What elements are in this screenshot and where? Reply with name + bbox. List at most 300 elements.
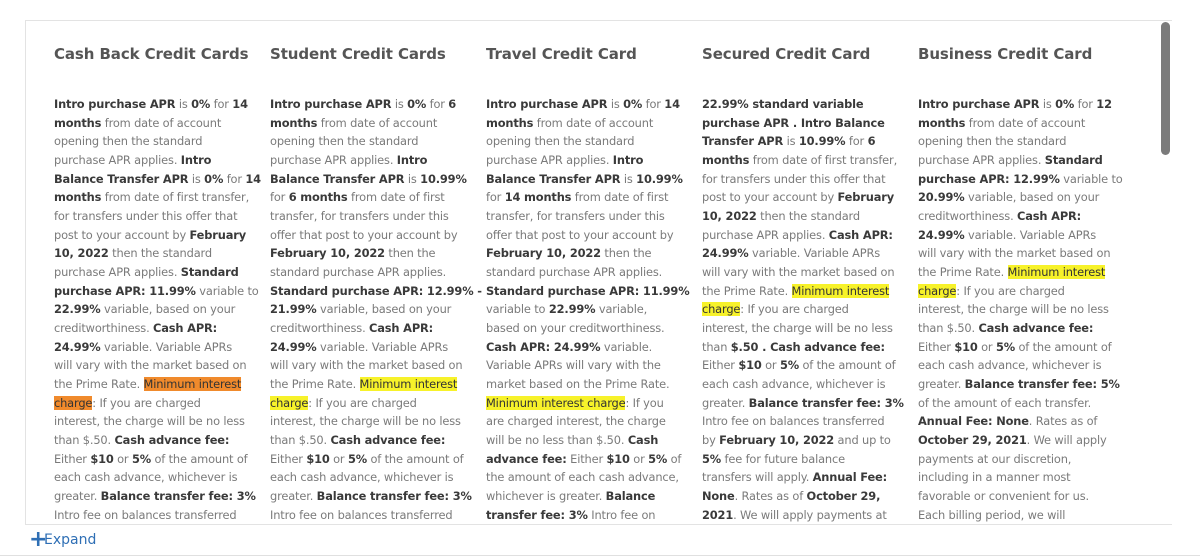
terms-text: Either [54,451,91,466]
terms-text: of the amount of [150,451,248,466]
terms-text: standard purchase APR applies. [486,265,663,280]
terms-text: of the amount of [798,358,896,373]
terms-line [918,319,1123,338]
terms-text: for transfers under this offer that [702,171,886,186]
terms-text: the amount of each cash advance, [486,470,679,485]
bold-term: 5% [779,358,799,373]
terms-text: including in a manner most [918,470,1071,485]
terms-line [702,226,904,245]
bold-term: Cash APR: [828,227,893,242]
terms-line [270,188,482,207]
divider [0,555,1200,556]
terms-text: for [270,190,289,205]
terms-line [918,356,1123,375]
terms-text: from date of first [347,190,445,205]
terms-text: than [702,339,731,354]
terms-text: greater. [702,395,749,410]
terms-text: variable. Variable APRs [964,227,1097,242]
bold-term: 22.99% [54,302,101,317]
terms-text: variable, [595,302,648,317]
bold-term: $10 [606,451,630,466]
terms-text: variable, based on your [316,302,452,317]
terms-line [918,431,1123,450]
bold-term: 10, 2022 [702,209,757,224]
terms-line [486,282,689,301]
terms-line [702,282,904,301]
bold-term: 0% [623,97,643,111]
terms-line [270,394,482,413]
terms-text: opening then the standard [54,134,203,149]
bold-term: 14 [245,171,261,186]
terms-line [486,468,689,487]
bold-term: purchase APR: 12.99% [918,171,1060,186]
card-terms [918,95,1123,524]
terms-line [54,132,261,151]
terms-text: of the amount of each transfer. [918,395,1092,410]
terms-line [486,394,689,413]
bold-term: Standard purchase APR: 12.99% - [270,283,482,298]
terms-text: greater. [54,489,101,504]
bold-term: None [702,489,735,504]
terms-text: post to your account by [54,227,190,242]
bold-term: 6 months [288,190,348,205]
terms-line [486,132,689,151]
terms-line [54,468,261,487]
terms-line [270,338,482,357]
terms-text: opening then the standard [918,134,1067,149]
terms-text: greater. [270,489,317,504]
bold-term: Standard purchase APR: 11.99% [486,283,690,298]
bold-term: February [837,190,894,205]
terms-line [54,338,261,357]
bold-term: Cash APR: [369,321,434,336]
terms-text: Either [270,451,307,466]
bold-term: 5% [995,339,1015,354]
terms-text: variable. [600,339,653,354]
terms-line [54,207,261,226]
bold-term: Cash APR: [1017,209,1082,224]
terms-line [702,170,904,189]
bold-term: Balance Transfer APR [270,171,405,186]
bold-term: Intro purchase APR [270,97,392,111]
bold-term: 5% [131,451,151,466]
terms-line [486,506,689,525]
terms-line [702,375,904,394]
terms-line [702,244,904,263]
terms-text: will vary with the market based on [702,265,895,280]
bold-term: Cash [627,433,659,448]
terms-line [702,151,904,170]
terms-line [486,244,689,263]
terms-text: then the [384,246,436,261]
bold-term: 14 months [504,190,572,205]
bold-term: Balance transfer fee: 3% [316,489,472,504]
terms-line [486,188,689,207]
terms-text: transfer, for transfers under this [270,209,449,224]
bold-term: months [54,115,102,130]
terms-line [486,319,689,338]
terms-text: for [642,97,665,111]
bold-term: months [270,115,318,130]
terms-line [702,114,904,133]
terms-line [54,151,261,170]
terms-text: is [404,171,421,186]
terms-text: fee for future balance [721,451,845,466]
bold-term: advance fee: [486,451,567,466]
terms-line [918,263,1123,282]
terms-line [486,95,689,114]
terms-text: will vary with the market based on [918,246,1111,261]
expand-button[interactable] [25,527,112,554]
bold-term: Cash advance fee: [978,321,1094,336]
terms-line [270,487,482,506]
terms-text: each cash advance, whichever is [702,377,886,392]
bold-term: Transfer APR [702,134,784,149]
bold-term: Cash advance fee: [114,433,230,448]
terms-text: opening then the standard [270,134,419,149]
highlighted-term: charge [54,395,93,410]
terms-text: will vary with the market based on [54,358,247,373]
bold-term: $10 [738,358,762,373]
bold-term: Balance transfer fee: 3% [748,395,904,410]
terms-line [270,282,482,301]
terms-line [702,506,904,525]
terms-line [702,487,904,506]
bold-term: months [702,153,750,168]
terms-line [54,319,261,338]
terms-text: then the [600,246,652,261]
terms-line [54,487,261,506]
terms-text: interest, the charge will be no less [918,302,1109,317]
terms-line [702,450,904,469]
terms-text: variable to [195,283,259,298]
terms-text: then the standard [108,246,212,261]
terms-text: transfers will apply. [702,470,813,485]
card-title: Student Credit Cards [270,45,446,63]
bold-term: 20.99% [918,190,965,205]
terms-text: the Prime Rate. [918,265,1008,280]
expand-label: Expand [44,532,97,548]
terms-line [486,450,689,469]
terms-text: variable, based on your [100,302,236,317]
terms-text: than $.50. [54,433,115,448]
terms-text: or [113,451,132,466]
terms-line [54,375,261,394]
terms-text: each cash advance, whichever is [54,470,238,485]
card-title: Cash Back Credit Cards [54,45,249,63]
terms-text: creditworthiness. [54,321,154,336]
terms-text: the Prime Rate. [270,377,360,392]
bold-term: 10.99% [798,134,846,149]
terms-text: : If you are charged [92,395,201,410]
card-title: Secured Credit Card [702,45,871,63]
terms-line [270,151,482,170]
terms-text: the Prime Rate. [702,283,792,298]
terms-text: interest, the charge will be no less [54,414,245,429]
terms-line [918,282,1123,301]
terms-line [270,319,482,338]
card-terms [54,95,261,524]
terms-text: variable. Variable APRs [316,339,449,354]
terms-text: market based on the Prime Rate. [486,377,670,392]
bold-term: purchase APR: 11.99% [54,283,196,298]
highlighted-term: Minimum interest [1007,265,1106,280]
terms-line [702,319,904,338]
terms-text: for [486,190,505,205]
bold-term: Annual Fee: [812,470,888,485]
terms-line [702,263,904,282]
terms-line [918,188,1123,207]
terms-line [702,132,904,151]
terms-text: from date of account [101,115,222,130]
terms-line [270,300,482,319]
bold-term: 5% [347,451,367,466]
terms-line [702,300,904,319]
terms-line [270,132,482,151]
terms-line [486,263,689,282]
bold-term: $10 [954,339,978,354]
terms-text: the Prime Rate. [54,377,144,392]
bold-term: 0% [204,171,224,186]
vertical-scrollbar[interactable] [1161,22,1170,155]
bold-term: 12 [1096,97,1112,111]
bold-term: Intro purchase APR [918,97,1040,111]
terms-line [918,95,1123,114]
terms-text: Intro fee on balances transferred [54,507,237,522]
terms-text: from date of first transfer, [749,153,898,168]
bold-term: 10, 2022 [54,246,109,261]
bold-term: 10.99% [420,171,467,186]
terms-text: opening then the standard [486,134,635,149]
terms-line [702,468,904,487]
plus-icon: + [29,527,48,552]
bold-term: Intro purchase APR [54,97,176,111]
bold-term: Intro [180,153,212,168]
highlighted-term: Minimum interest charge [486,395,626,410]
bold-term: purchase APR . Intro Balance [702,115,885,130]
terms-line [54,226,261,245]
credit-card-comparison-panel [25,20,1172,525]
terms-line [54,188,261,207]
highlighted-term: charge [702,302,741,317]
bold-term: February 10, 2022 [486,246,601,261]
bold-term: $.50 . Cash advance fee: [730,339,885,354]
terms-line [918,450,1123,469]
bold-term: Cash advance fee: [330,433,446,448]
terms-line [54,506,261,525]
terms-text: from date of first transfer, [101,190,250,205]
terms-line [702,95,904,114]
bold-term: 14 [664,97,680,111]
terms-text: variable. Variable APRs [100,339,233,354]
terms-line [270,207,482,226]
terms-text: then the standard [756,209,860,224]
terms-line [270,170,482,189]
terms-line [486,487,689,506]
terms-line [54,300,261,319]
terms-text: of the amount of [1014,339,1112,354]
terms-line [486,170,689,189]
bold-term: months [918,115,966,130]
terms-line [54,412,261,431]
terms-line [486,412,689,431]
terms-text: purchase APR applies. [702,227,829,242]
terms-text: purchase APR applies. [918,153,1045,168]
terms-text: from date of account [965,115,1086,130]
terms-line [54,282,261,301]
bold-term: 24.99% [702,246,749,261]
terms-text: purchase APR applies. [270,153,397,168]
bold-term: 5% [648,451,668,466]
terms-line [54,431,261,450]
terms-text: each cash advance, whichever is [918,358,1102,373]
terms-line [270,226,482,245]
terms-line [270,114,482,133]
terms-text: are charged interest, the charge [486,414,666,429]
terms-line [270,450,482,469]
terms-line [918,207,1123,226]
terms-text: purchase APR applies. [486,153,613,168]
terms-line [918,300,1123,319]
terms-text: for transfers under this offer that [54,209,238,224]
terms-text: Intro fee on balances transferred [270,507,453,522]
terms-text: Either [566,451,607,466]
terms-text: purchase APR applies. [54,265,181,280]
terms-line [918,487,1123,506]
terms-line [270,375,482,394]
terms-line [270,95,482,114]
terms-line [918,394,1123,413]
terms-text: for [845,134,868,149]
terms-text: creditworthiness. [918,209,1018,224]
terms-text: : If you [625,395,664,410]
highlighted-term: charge [918,283,957,298]
terms-line [486,114,689,133]
terms-text: Each billing period, we will [918,507,1066,522]
terms-text: post to your account by [702,190,838,205]
bold-term: 22.99% standard variable [702,97,864,111]
terms-line [918,468,1123,487]
highlighted-term: Minimum interest [143,377,242,392]
terms-text: or [329,451,348,466]
bold-term: 24.99% [270,339,317,354]
terms-text: than $.50. [918,321,979,336]
terms-text: and up to [834,433,891,448]
bold-term: months [486,115,534,130]
terms-text: offer that post to your account by [486,227,674,242]
terms-line [54,356,261,375]
bold-term: $10 [90,451,114,466]
terms-text: interest, the charge will be no less [702,321,893,336]
bold-term: 0% [191,97,211,111]
bold-term: Cash APR: [153,321,218,336]
terms-line [918,506,1123,525]
bold-term: transfer fee: 3% [486,507,588,522]
terms-text: . We will apply payments at [733,507,887,522]
terms-text: is [783,134,799,149]
terms-line [270,263,482,282]
terms-text: Either [702,358,739,373]
terms-line [486,226,689,245]
terms-text: Variable APRs will vary with the [486,358,661,373]
terms-text: variable. Variable APRs [748,246,881,261]
bold-term: Cash APR: 24.99% [486,339,601,354]
bold-term: 22.99% [548,302,596,317]
terms-line [54,244,261,263]
terms-line [918,375,1123,394]
terms-text: by [702,433,720,448]
terms-text: . Rates as of [1028,414,1098,429]
terms-text: than $.50. [270,433,331,448]
terms-line [54,170,261,189]
terms-text: each cash advance, whichever is [270,470,454,485]
terms-text: from date of account [317,115,438,130]
terms-line [270,431,482,450]
terms-line [270,506,482,525]
terms-text: will vary with the market based on [270,358,463,373]
terms-line [918,412,1123,431]
terms-text: favorable or convenient for us. [918,489,1089,504]
terms-text: variable to [486,302,549,317]
bold-term: Standard [1044,153,1103,168]
terms-line [918,244,1123,263]
terms-text: : If you are charged [956,283,1065,298]
card-terms [702,95,904,524]
bold-term: Balance Transfer APR [486,171,621,186]
terms-text: standard purchase APR applies. [270,265,447,280]
terms-text: variable to [1059,171,1123,186]
card-terms [270,95,482,524]
terms-text: is [620,171,637,186]
terms-text: of [667,451,682,466]
bold-term: 6 [867,134,876,149]
terms-line [270,412,482,431]
terms-line [702,412,904,431]
bold-term: 0% [1055,97,1075,111]
terms-line [918,114,1123,133]
terms-line [54,95,261,114]
terms-text: : If you are charged [308,395,417,410]
terms-text: for [210,97,233,111]
bold-term: February 10, 2022 [719,433,835,448]
bold-term: October 29, 2021 [918,433,1027,448]
terms-text: based on your creditworthiness. [486,321,665,336]
terms-line [270,356,482,375]
terms-line [702,188,904,207]
terms-line [54,263,261,282]
bold-term: Intro [396,153,428,168]
terms-text: is [391,97,408,111]
highlighted-term: Minimum interest [359,377,458,392]
bold-term: 24.99% [54,339,101,354]
terms-text: payments at our discretion, [918,451,1072,466]
terms-text: from date of account [533,115,654,130]
terms-text: variable, based on your [964,190,1100,205]
terms-line [702,207,904,226]
terms-text: is [1039,97,1056,111]
terms-text: is [188,171,205,186]
terms-line [486,375,689,394]
terms-text: purchase APR applies. [54,153,181,168]
terms-line [918,226,1123,245]
terms-line [270,244,482,263]
bold-term: Intro purchase APR [486,97,608,111]
terms-text: interest, the charge will be no less [270,414,461,429]
bold-term: months [54,190,102,205]
terms-text: or [761,358,780,373]
bold-term: 21.99% [270,302,317,317]
bold-term: 6 [448,97,457,111]
